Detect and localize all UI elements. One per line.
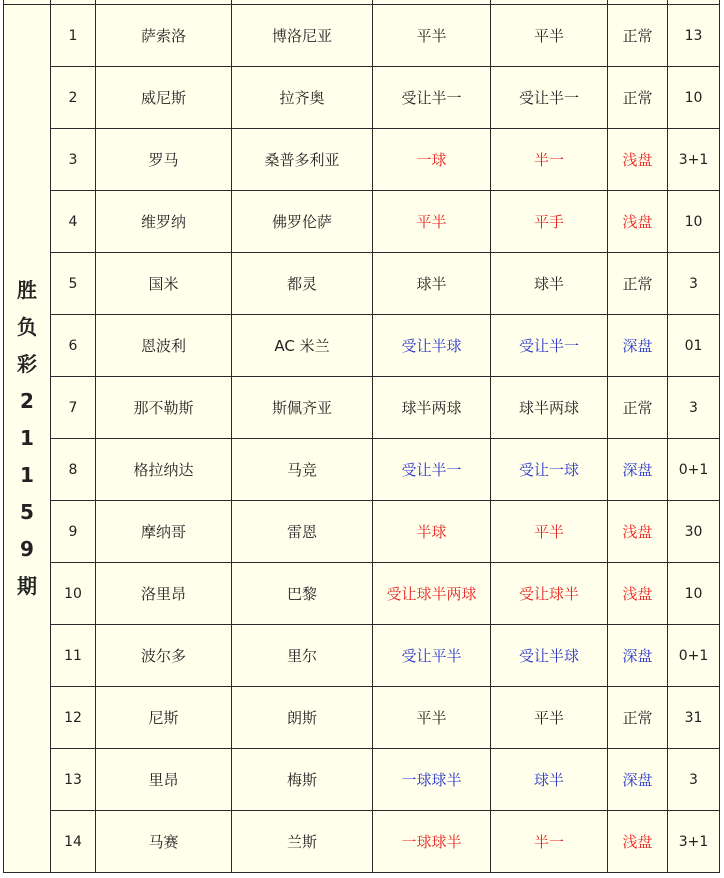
handicap-close-cell: 受让半一: [491, 315, 608, 377]
period-label-char: 胜: [17, 278, 37, 302]
period-label-char: 负: [17, 315, 37, 339]
match-number-cell: 2: [51, 67, 96, 129]
home-team-cell: 尼斯: [96, 687, 232, 749]
home-team-cell: 波尔多: [96, 625, 232, 687]
away-team-cell: 都灵: [232, 253, 373, 315]
match-number-cell: 14: [51, 811, 96, 873]
pick-cell: 10: [668, 191, 720, 253]
match-number-cell: 7: [51, 377, 96, 439]
pick-cell: 0+1: [668, 439, 720, 501]
handicap-close-cell: 球半: [491, 749, 608, 811]
match-number-cell: 10: [51, 563, 96, 625]
table-row: [4, 749, 720, 811]
handicap-open-cell: 平半: [373, 5, 491, 67]
away-team-cell: AC 米兰: [232, 315, 373, 377]
status-cell: 浅盘: [608, 811, 668, 873]
table-row: [4, 253, 720, 315]
home-team-cell: 洛里昂: [96, 563, 232, 625]
handicap-close-cell: 平手: [491, 191, 608, 253]
table-row: [4, 129, 720, 191]
away-team-cell: 梅斯: [232, 749, 373, 811]
table-row: [4, 439, 720, 501]
status-cell: 深盘: [608, 749, 668, 811]
away-team-cell: 雷恩: [232, 501, 373, 563]
home-team-cell: 格拉纳达: [96, 439, 232, 501]
home-team-cell: 国米: [96, 253, 232, 315]
handicap-close-cell: 受让半一: [491, 67, 608, 129]
status-cell: 浅盘: [608, 563, 668, 625]
match-number-cell: 9: [51, 501, 96, 563]
period-label-char: 1: [20, 426, 34, 450]
handicap-open-cell: 平半: [373, 191, 491, 253]
status-cell: 正常: [608, 253, 668, 315]
table-row: [4, 563, 720, 625]
away-team-cell: 斯佩齐亚: [232, 377, 373, 439]
pick-cell: 01: [668, 315, 720, 377]
match-table: [3, 0, 720, 873]
table-row: [4, 501, 720, 563]
handicap-open-cell: 受让半一: [373, 439, 491, 501]
away-team-cell: 巴黎: [232, 563, 373, 625]
home-team-cell: 那不勒斯: [96, 377, 232, 439]
pick-cell: 0+1: [668, 625, 720, 687]
home-team-cell: 萨索洛: [96, 5, 232, 67]
period-label: [4, 5, 51, 873]
match-number-cell: 12: [51, 687, 96, 749]
away-team-cell: 桑普多利亚: [232, 129, 373, 191]
period-label-char: 9: [20, 537, 34, 561]
handicap-open-cell: 一球球半: [373, 749, 491, 811]
pick-cell: 3+1: [668, 811, 720, 873]
home-team-cell: 维罗纳: [96, 191, 232, 253]
match-number-cell: 1: [51, 5, 96, 67]
pick-cell: 13: [668, 5, 720, 67]
table-row: [4, 625, 720, 687]
away-team-cell: 博洛尼亚: [232, 5, 373, 67]
pick-cell: 31: [668, 687, 720, 749]
handicap-close-cell: 平半: [491, 687, 608, 749]
pick-cell: 3+1: [668, 129, 720, 191]
away-team-cell: 马竞: [232, 439, 373, 501]
table-row: [4, 687, 720, 749]
pick-cell: 3: [668, 749, 720, 811]
handicap-open-cell: 受让平半: [373, 625, 491, 687]
status-cell: 深盘: [608, 625, 668, 687]
match-number-cell: 4: [51, 191, 96, 253]
match-number-cell: 6: [51, 315, 96, 377]
handicap-open-cell: 受让半一: [373, 67, 491, 129]
handicap-close-cell: 受让球半: [491, 563, 608, 625]
handicap-close-cell: 半一: [491, 811, 608, 873]
period-label-char: 期: [17, 574, 37, 598]
status-cell: 正常: [608, 5, 668, 67]
home-team-cell: 里昂: [96, 749, 232, 811]
status-cell: 浅盘: [608, 501, 668, 563]
match-number-cell: 13: [51, 749, 96, 811]
handicap-open-cell: 球半: [373, 253, 491, 315]
period-label-char: 1: [20, 463, 34, 487]
period-label-char: 彩: [17, 352, 37, 376]
handicap-open-cell: 一球球半: [373, 811, 491, 873]
home-team-cell: 罗马: [96, 129, 232, 191]
home-team-cell: 马赛: [96, 811, 232, 873]
handicap-open-cell: 平半: [373, 687, 491, 749]
status-cell: 正常: [608, 67, 668, 129]
handicap-open-cell: 球半两球: [373, 377, 491, 439]
table-row: [4, 377, 720, 439]
match-number-cell: 8: [51, 439, 96, 501]
handicap-open-cell: 半球: [373, 501, 491, 563]
pick-cell: 10: [668, 563, 720, 625]
match-table-body: [4, 0, 720, 873]
away-team-cell: 佛罗伦萨: [232, 191, 373, 253]
handicap-close-cell: 球半两球: [491, 377, 608, 439]
home-team-cell: 威尼斯: [96, 67, 232, 129]
handicap-close-cell: 平半: [491, 5, 608, 67]
handicap-close-cell: 平半: [491, 501, 608, 563]
handicap-close-cell: 球半: [491, 253, 608, 315]
home-team-cell: 摩纳哥: [96, 501, 232, 563]
status-cell: 正常: [608, 377, 668, 439]
handicap-open-cell: 一球: [373, 129, 491, 191]
away-team-cell: 里尔: [232, 625, 373, 687]
table-row: [4, 191, 720, 253]
pick-cell: 10: [668, 67, 720, 129]
status-cell: 深盘: [608, 439, 668, 501]
handicap-close-cell: 半一: [491, 129, 608, 191]
handicap-open-cell: 受让球半两球: [373, 563, 491, 625]
status-cell: 正常: [608, 687, 668, 749]
table-row: [4, 315, 720, 377]
period-label-char: 2: [20, 389, 34, 413]
status-cell: 深盘: [608, 315, 668, 377]
handicap-close-cell: 受让一球: [491, 439, 608, 501]
pick-cell: 3: [668, 253, 720, 315]
period-label-char: 5: [20, 500, 34, 524]
pick-cell: 3: [668, 377, 720, 439]
handicap-open-cell: 受让半球: [373, 315, 491, 377]
match-number-cell: 5: [51, 253, 96, 315]
table-row: [4, 67, 720, 129]
table-row: [4, 811, 720, 873]
pick-cell: 30: [668, 501, 720, 563]
away-team-cell: 兰斯: [232, 811, 373, 873]
away-team-cell: 朗斯: [232, 687, 373, 749]
handicap-close-cell: 受让半球: [491, 625, 608, 687]
status-cell: 浅盘: [608, 191, 668, 253]
table-row: [4, 5, 720, 67]
home-team-cell: 恩波利: [96, 315, 232, 377]
match-number-cell: 11: [51, 625, 96, 687]
status-cell: 浅盘: [608, 129, 668, 191]
away-team-cell: 拉齐奥: [232, 67, 373, 129]
match-number-cell: 3: [51, 129, 96, 191]
